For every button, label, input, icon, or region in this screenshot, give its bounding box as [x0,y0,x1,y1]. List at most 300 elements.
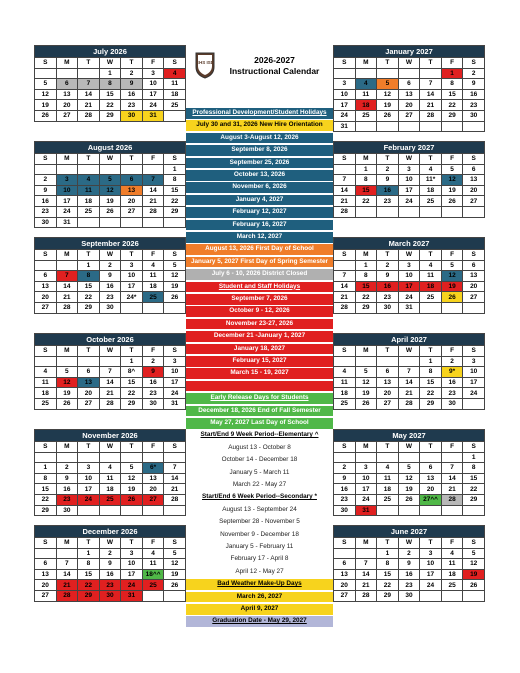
week-row [334,281,485,292]
day-cell: 12 [441,175,463,186]
day-cell: 1 [377,548,399,559]
legend-row: November 6, 2026 [186,182,333,193]
weekday-header: F [142,538,164,549]
week-row [35,206,186,217]
day-cell: 23 [334,494,356,505]
day-cell: 23 [463,100,485,111]
month-november-2026 [34,429,186,516]
day-cell: 2 [35,175,57,186]
legend-row: October 13, 2026 [186,170,333,181]
weekday-header: S [35,346,57,357]
legend-row: March 15 - 19, 2027 [186,368,333,379]
day-cell: 21 [142,196,164,207]
day-cell: 9 [99,271,121,282]
day-cell [377,505,399,516]
day-cell: 15 [78,569,100,580]
day-cell: 15 [35,484,57,495]
day-cell: 10 [420,559,442,570]
month-title: October 2026 [35,334,186,346]
day-cell: 26 [398,494,420,505]
week-row [334,164,485,175]
day-cell: 31 [334,121,356,132]
week-row [35,356,186,367]
legend-row: Early Release Days for Students [186,393,333,404]
weekday-header: T [377,538,399,549]
legend-row: February 12, 2027 [186,207,333,218]
day-cell [99,356,121,367]
day-cell [334,548,356,559]
day-cell: 21 [441,484,463,495]
day-cell: 1 [420,356,442,367]
day-cell: 26 [56,398,78,409]
week-row [334,68,485,79]
day-cell: 5 [35,79,57,90]
day-cell [334,260,356,271]
week-row [334,580,485,591]
month-february-2027 [333,141,485,218]
weekday-header: S [463,250,485,261]
day-cell: 28 [56,302,78,313]
day-cell [121,505,143,516]
day-cell: 14 [355,569,377,580]
day-cell: 10 [56,185,78,196]
day-cell: 16 [35,196,57,207]
day-cell: 27 [398,110,420,121]
month-august-2026 [34,141,186,228]
day-cell: 27 [142,494,164,505]
legend-row: March 26, 2027 [186,592,333,603]
day-cell: 25 [142,580,164,591]
month-april-2027 [333,333,485,410]
day-cell: 27 [121,206,143,217]
day-cell: 3 [463,356,485,367]
day-cell: 5 [355,367,377,378]
day-cell: 24 [121,580,143,591]
day-cell: 24 [164,388,186,399]
weekday-header: F [142,250,164,261]
day-cell: 24 [398,196,420,207]
day-cell: 22 [420,388,442,399]
week-row [35,463,186,474]
day-cell: 13 [78,377,100,388]
day-cell: 4 [420,260,442,271]
day-cell: 28 [355,590,377,601]
week-row [334,463,485,474]
day-cell: 25 [355,110,377,121]
day-cell [121,217,143,228]
legend-row: December 18, 2026 End of Fall Semester [186,406,333,417]
month-title: December 2026 [35,526,186,538]
day-cell: 25 [420,196,442,207]
day-cell: 23 [142,388,164,399]
day-cell [78,452,100,463]
week-row [334,356,485,367]
day-cell: 29 [78,590,100,601]
day-cell: 19 [56,388,78,399]
weekday-header: S [35,154,57,165]
day-cell: 13 [398,89,420,100]
day-cell: 12 [164,559,186,570]
day-cell [78,68,100,79]
weekday-header: W [99,346,121,357]
day-cell: 11 [334,377,356,388]
day-cell: 9 [121,79,143,90]
day-cell: 14 [420,89,442,100]
legend-row: Student and Staff Holidays [186,282,333,293]
weekday-header: T [121,58,143,69]
day-cell: 20 [398,100,420,111]
day-cell: 2 [334,463,356,474]
week-row [35,260,186,271]
day-cell: 25 [78,206,100,217]
day-cell: 27 [35,590,57,601]
day-cell: 1 [121,356,143,367]
weekday-header: S [35,538,57,549]
week-row [334,89,485,100]
month-march-2027 [333,237,485,314]
day-cell: 8 [35,473,57,484]
day-cell [35,356,57,367]
day-cell: 15 [164,185,186,196]
day-cell: 19 [99,196,121,207]
weekday-header: M [56,154,78,165]
week-row [35,217,186,228]
day-cell: 18 [420,185,442,196]
day-cell: 8 [78,559,100,570]
day-cell: 30 [441,398,463,409]
day-cell: 27 [463,196,485,207]
day-cell: 16 [334,484,356,495]
day-cell [78,505,100,516]
day-cell: 15 [121,377,143,388]
weekday-header: T [420,538,442,549]
legend-row: November 23-27, 2026 [186,319,333,330]
day-cell: 19 [164,281,186,292]
day-cell: 9* [441,367,463,378]
day-cell: 24 [398,292,420,303]
day-cell: 18 [355,100,377,111]
weekday-header: W [398,154,420,165]
weekday-header: S [463,154,485,165]
day-cell: 7 [398,367,420,378]
legend-row: April 9, 2027 [186,604,333,615]
day-cell: 9 [334,473,356,484]
school-logo-icon [194,51,216,79]
day-cell: 18 [35,388,57,399]
day-cell: 13 [35,281,57,292]
day-cell: 4 [355,79,377,90]
month-title: August 2026 [35,142,186,154]
week-row [334,388,485,399]
weekday-header: T [377,154,399,165]
day-cell: 9 [56,473,78,484]
day-cell: 27 [56,110,78,121]
day-cell: 4 [164,68,186,79]
day-cell: 18 [441,569,463,580]
day-cell: 11* [420,175,442,186]
day-cell: 5 [377,79,399,90]
day-cell: 23 [441,388,463,399]
day-cell: 21 [420,100,442,111]
weekday-header: S [334,250,356,261]
legend-row: January 5 - March 11 [186,468,333,479]
day-cell: 24 [78,494,100,505]
day-cell: 11 [377,473,399,484]
day-cell: 7 [334,175,356,186]
day-cell [377,121,399,132]
day-cell: 11 [142,271,164,282]
month-september-2026 [34,237,186,314]
day-cell: 22 [35,494,57,505]
day-cell [463,121,485,132]
week-row [334,292,485,303]
day-cell: 22 [377,580,399,591]
day-cell [164,217,186,228]
day-cell: 12 [121,473,143,484]
day-cell [142,164,164,175]
week-row [334,302,485,313]
day-cell: 7 [355,559,377,570]
weekday-header: S [35,250,57,261]
day-cell: 12 [377,89,399,100]
day-cell: 1 [78,548,100,559]
day-cell: 23 [56,494,78,505]
day-cell: 19 [441,185,463,196]
day-cell: 25 [164,100,186,111]
day-cell: 26 [377,110,399,121]
day-cell: 15 [78,281,100,292]
day-cell: 19 [164,569,186,580]
week-row [35,548,186,559]
day-cell [355,121,377,132]
day-cell: 17 [398,185,420,196]
weekday-header: W [398,58,420,69]
weekday-header: W [99,58,121,69]
day-cell: 30 [398,590,420,601]
day-cell: 2 [56,463,78,474]
day-cell: 19 [441,281,463,292]
legend-row: January 18, 2027 [186,344,333,355]
day-cell [420,68,442,79]
legend-row: November 9 - December 18 [186,530,333,541]
week-row [334,185,485,196]
day-cell: 3 [398,260,420,271]
day-cell: 29 [420,398,442,409]
month-title: November 2026 [35,430,186,442]
day-cell [56,356,78,367]
day-cell: 20 [56,100,78,111]
day-cell [99,164,121,175]
day-cell [441,590,463,601]
day-cell: 1 [78,260,100,271]
legend-row: Bad Weather Make-Up Days [186,579,333,590]
day-cell: 30 [121,110,143,121]
legend-row: July 30 and 31, 2026 New Hire Orientation [186,120,333,131]
day-cell: 2 [441,356,463,367]
day-cell: 10 [121,271,143,282]
week-row [35,164,186,175]
day-cell: 6 [377,367,399,378]
day-cell: 9 [377,271,399,282]
day-cell: 30 [35,217,57,228]
day-cell: 31 [56,217,78,228]
weekday-header: W [99,442,121,453]
day-cell: 18^^ [142,569,164,580]
day-cell [398,206,420,217]
day-cell: 28 [142,206,164,217]
day-cell: 12 [355,377,377,388]
day-cell: 7 [441,463,463,474]
day-cell: 28 [441,494,463,505]
day-cell: 29 [78,302,100,313]
week-row [334,100,485,111]
month-title: July 2026 [35,46,186,58]
day-cell: 20 [142,484,164,495]
day-cell: 21 [334,292,356,303]
weekday-header: M [355,442,377,453]
day-cell [35,260,57,271]
day-cell [463,302,485,313]
day-cell [355,452,377,463]
day-cell: 19 [377,100,399,111]
day-cell: 23 [99,292,121,303]
week-row [334,206,485,217]
day-cell: 20 [420,484,442,495]
day-cell: 11 [420,271,442,282]
day-cell: 6 [398,79,420,90]
day-cell: 27 [78,398,100,409]
week-row [334,110,485,121]
day-cell: 9 [142,367,164,378]
day-cell: 21 [56,580,78,591]
day-cell [355,68,377,79]
month-title: September 2026 [35,238,186,250]
day-cell: 7 [164,463,186,474]
day-cell [56,548,78,559]
day-cell: 26 [35,110,57,121]
day-cell: 16 [142,377,164,388]
day-cell: 28 [398,398,420,409]
day-cell: 16 [99,569,121,580]
day-cell [164,452,186,463]
weekday-header: T [377,442,399,453]
day-cell: 7 [56,559,78,570]
day-cell: 21 [99,388,121,399]
legend-row: September 8, 2026 [186,145,333,156]
weekday-header: S [463,346,485,357]
week-row [35,580,186,591]
day-cell: 20 [463,281,485,292]
week-row [334,271,485,282]
day-cell: 1 [99,68,121,79]
weekday-header: M [355,154,377,165]
week-row [334,79,485,90]
month-october-2026 [34,333,186,410]
day-cell: 28 [99,398,121,409]
day-cell: 5 [463,548,485,559]
day-cell [78,164,100,175]
weekday-header: F [142,154,164,165]
legend-row: July 6 - 10, 2026 District Closed [186,269,333,280]
day-cell: 22 [78,292,100,303]
day-cell: 20 [377,388,399,399]
day-cell: 4 [142,548,164,559]
day-cell: 18 [334,388,356,399]
day-cell [420,302,442,313]
day-cell: 29 [355,302,377,313]
weekday-header: T [420,58,442,69]
day-cell: 10 [142,79,164,90]
day-cell: 8 [355,271,377,282]
day-cell: 8 [420,367,442,378]
day-cell: 8 [377,559,399,570]
day-cell: 1 [463,452,485,463]
weekday-header: F [441,442,463,453]
week-row [35,79,186,90]
day-cell: 25 [377,494,399,505]
day-cell: 8^ [121,367,143,378]
day-cell: 8 [164,175,186,186]
day-cell: 24* [121,292,143,303]
day-cell: 9 [99,559,121,570]
day-cell: 16 [99,281,121,292]
legend-row [186,381,333,392]
day-cell: 25 [142,292,164,303]
weekday-header: F [142,442,164,453]
day-cell: 27 [463,292,485,303]
weekday-header: S [164,154,186,165]
day-cell: 7 [78,79,100,90]
weekday-header: M [56,58,78,69]
day-cell: 21 [164,484,186,495]
day-cell: 16 [441,377,463,388]
day-cell [377,68,399,79]
day-cell: 5 [441,164,463,175]
day-cell: 4 [420,164,442,175]
day-cell: 24 [463,388,485,399]
day-cell: 29 [99,110,121,121]
weekday-header: S [35,58,57,69]
weekday-header: T [121,154,143,165]
day-cell: 2 [99,548,121,559]
day-cell: 22 [355,292,377,303]
day-cell: 22 [463,484,485,495]
weekday-header: T [377,346,399,357]
month-title: February 2027 [334,142,485,154]
day-cell [334,452,356,463]
day-cell: 16 [377,281,399,292]
day-cell: 25 [35,398,57,409]
month-title: June 2027 [334,526,485,538]
day-cell: 31 [398,302,420,313]
day-cell: 20 [35,292,57,303]
day-cell: 3 [78,463,100,474]
weekday-header: W [398,250,420,261]
day-cell: 16 [398,569,420,580]
day-cell [420,452,442,463]
month-january-2027 [333,45,485,132]
day-cell: 12 [99,185,121,196]
day-cell: 29 [35,505,57,516]
weekday-header: T [377,58,399,69]
legend-row: August 13, 2026 First Day of School [186,244,333,255]
day-cell: 11 [355,89,377,100]
day-cell: 27 [334,590,356,601]
weekday-header: S [164,250,186,261]
day-cell: 1 [441,68,463,79]
day-cell: 4 [142,260,164,271]
day-cell: 2 [121,68,143,79]
